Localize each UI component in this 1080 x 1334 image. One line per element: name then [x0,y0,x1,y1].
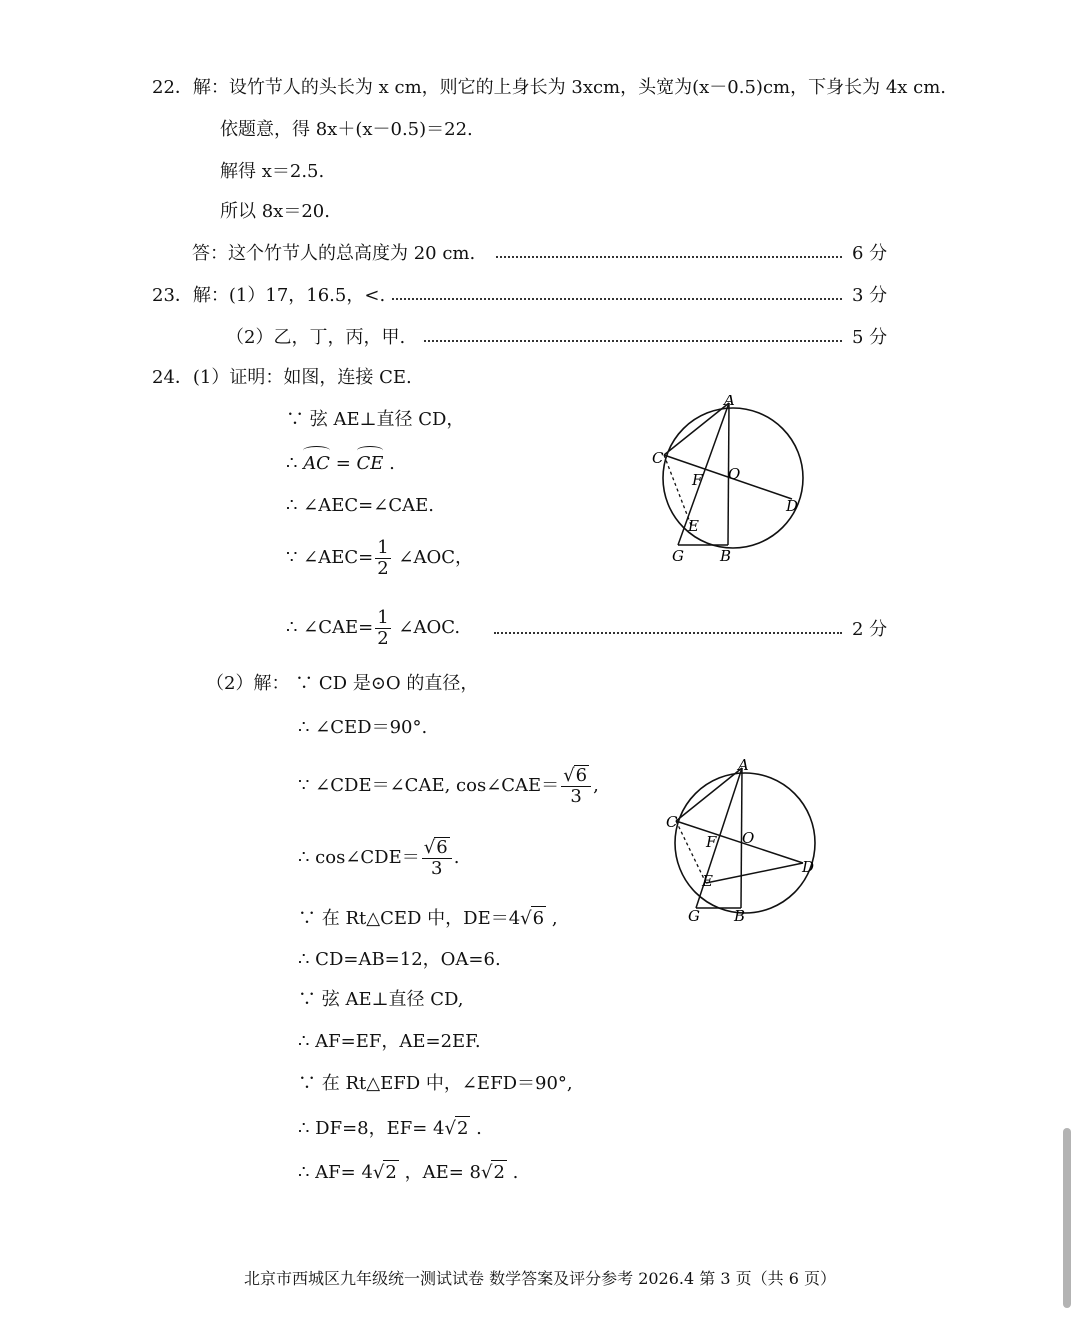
q24-p1-line-1: ∵ 弦 AE⊥直径 CD， [286,409,465,430]
q24-p2-line-3: ∵ ∠CDE＝∠CAE, cos∠CAE＝ $\frac{√6}{3}$ , [298,765,599,807]
line-ed [706,863,803,883]
label-d: D [786,497,799,515]
label-c: C [666,813,678,831]
q24-p2-line-9: ∵ 在 Rt△EFD 中，∠EFD＝90°, [298,1073,573,1094]
q24-p2-line-2: ∴ ∠CED＝90°. [298,717,428,738]
q24-p1-line-5: ∴ ∠CAE= $\frac{1}{2}$ ∠AOC. [286,606,461,649]
label-e: E [688,517,699,535]
q24-p1-score: 2 分 [852,619,888,640]
label-a: A [738,756,749,774]
label-d: D [802,858,815,876]
label-c: C [652,449,664,467]
geometry-figure-1 [640,395,820,570]
q24-p1-line-4: ∵ ∠AEC= $\frac{1}{2}$ ∠AOC， [286,536,474,579]
scrollbar-thumb[interactable] [1063,1128,1071,1308]
line-ac [676,768,742,821]
label-o: O [728,465,741,483]
q23-part-2-score: 5 分 [852,327,888,348]
leader-dots [392,298,842,300]
label-g: G [688,907,700,925]
line-cd [676,821,803,863]
q24-p2-line-1: （2）解： ∵ CD 是⊙O 的直径， [206,673,479,694]
q23-part-2: （2）乙，丁，丙，甲. [226,327,406,348]
q24-p2-line-6: ∴ CD=AB=12，OA=6. [298,949,501,970]
q24-p2-line-8: ∴ AF=EF，AE=2EF. [298,1031,481,1052]
fraction-half: $\frac{1}{2}$ [377,606,389,649]
q22-score: 6 分 [852,243,888,264]
q24-p2-line-11: ∴ AF= 4√2 ，AE= 8√2 . [298,1162,519,1183]
q24-p2-line-5: ∵ 在 Rt△CED 中，DE＝4√6 , [298,908,558,929]
label-f: F [706,833,717,851]
label-g: G [672,547,684,565]
label-o: O [742,829,755,847]
q24-p1-line-3: ∴ ∠AEC=∠CAE. [286,495,434,516]
line-ce [664,455,691,525]
q22-answer: 答：这个竹节人的总高度为 20 cm. [192,243,476,264]
arc-ce: CE [356,453,384,474]
fraction-root6-over-3: $\frac{√6}{3}$ [561,765,591,807]
label-b: B [734,907,746,925]
arc-ac: AC [303,453,330,474]
q22-line-2: 依题意，得 8x＋(x－0.5)＝22. [220,119,473,140]
q24-p2-line-7: ∵ 弦 AE⊥直径 CD, [298,989,464,1010]
leader-dots [496,256,842,258]
fraction-root6-over-3: $\frac{√6}{3}$ [422,837,452,879]
q24-header: 24．(1）证明：如图，连接 CE. [152,367,412,388]
q23-part-1: 23．解：(1）17，16.5，<. [152,285,386,306]
label-b: B [720,547,732,565]
q22-line-1: 22．解：设竹节人的头长为 x cm，则它的上身长为 3xcm，头宽为(x－0.5)cm，下身长为 4x cm. [152,77,947,98]
page-footer: 北京市西城区九年级统一测试试卷 数学答案及评分参考 2026.4 第 3 页（共 6 页） [244,1269,836,1288]
label-a: A [724,395,735,409]
leader-dots [494,632,842,634]
q24-p2-line-10: ∴ DF=8，EF= 4√2 . [298,1118,482,1139]
label-f: F [692,471,703,489]
q22-line-4: 所以 8x＝20. [220,201,330,222]
q23-part-1-score: 3 分 [852,285,888,306]
geometry-figure-2 [660,755,830,930]
q24-p1-line-2: ∴ AC = CE . [286,453,395,474]
q22-line-3: 解得 x＝2.5. [220,161,325,182]
leader-dots [424,340,842,342]
fraction-half: $\frac{1}{2}$ [377,536,389,579]
q24-p2-line-4: ∴ cos∠CDE＝ $\frac{√6}{3}$ . [298,837,460,879]
label-e: E [702,872,713,890]
